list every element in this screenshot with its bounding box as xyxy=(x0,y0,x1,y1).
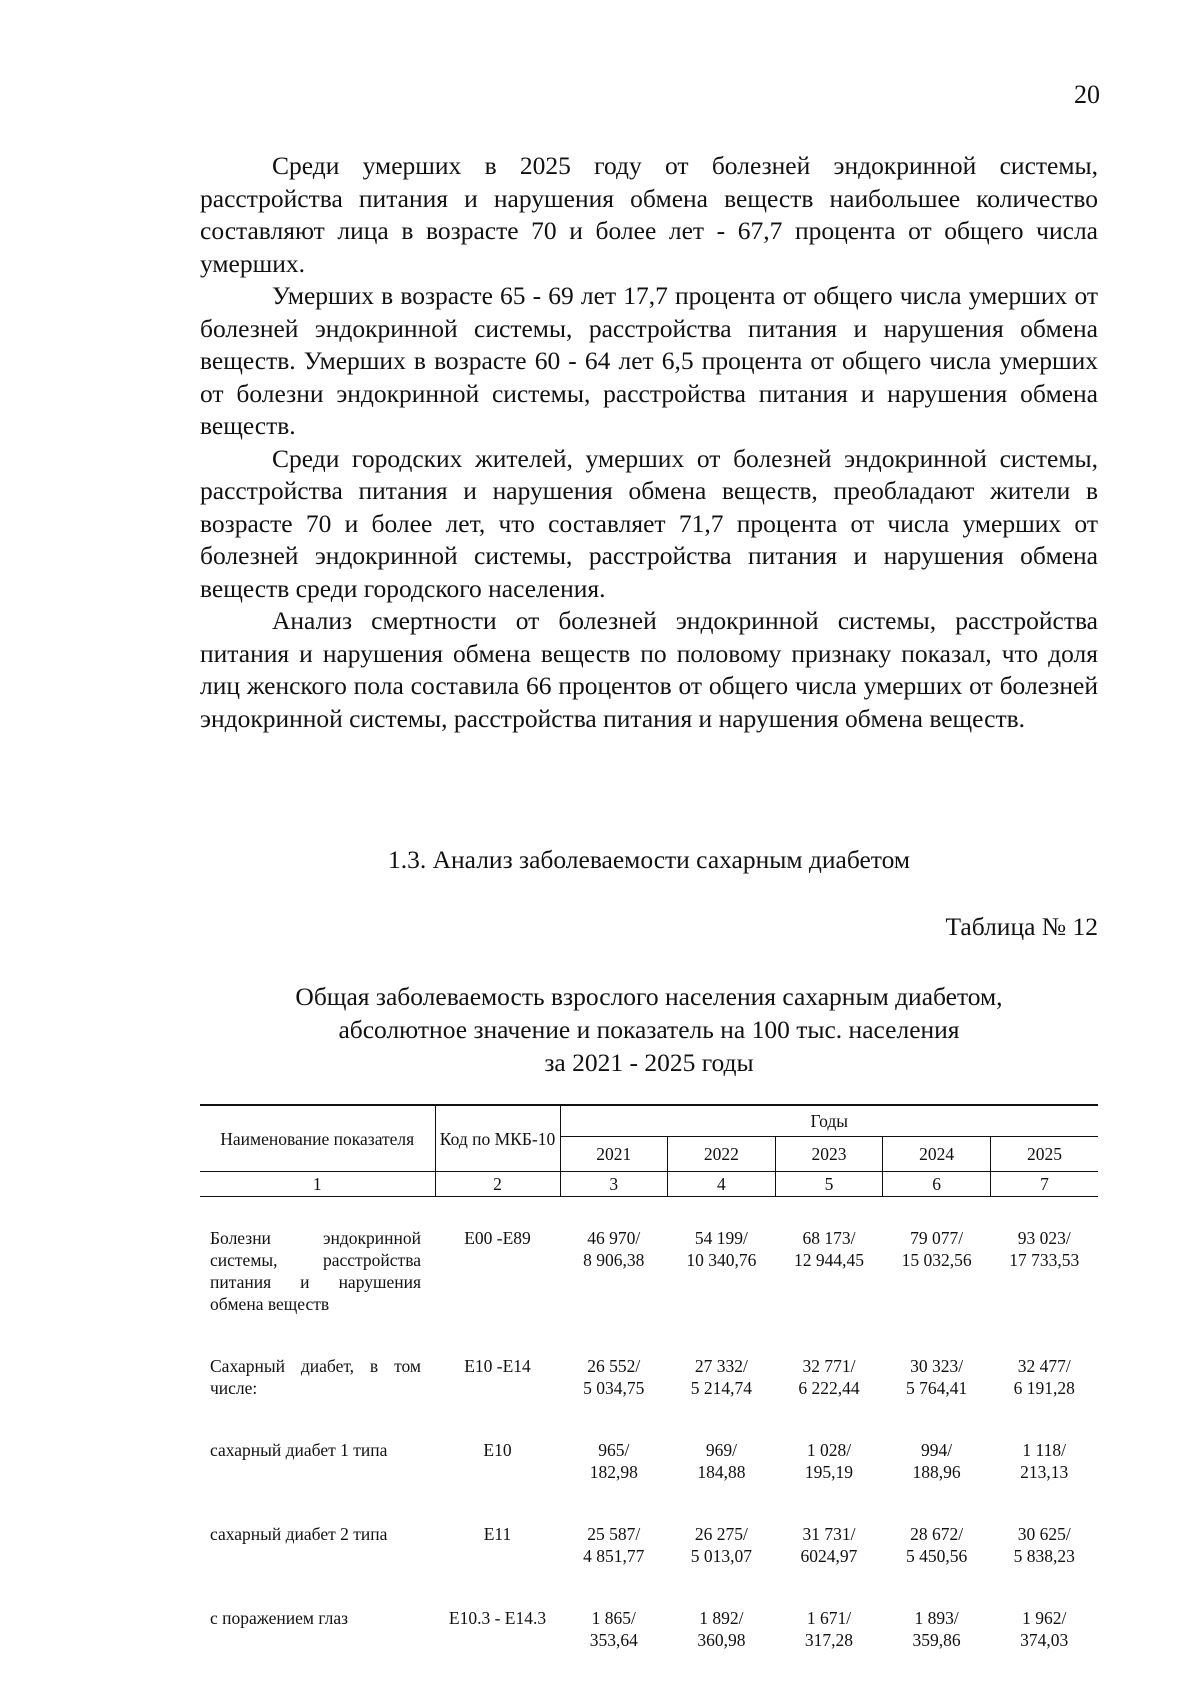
row-code: Е11 xyxy=(483,1524,512,1544)
header-code: Код по МКБ-10 xyxy=(435,1105,560,1172)
value-rate: 5 450,56 xyxy=(905,1546,968,1566)
value-cell xyxy=(560,1607,668,1691)
table-row xyxy=(200,1439,1098,1523)
value-rate: 15 032,56 xyxy=(901,1250,972,1270)
value-rate: 17 733,53 xyxy=(1009,1250,1080,1270)
table-row xyxy=(200,1523,1098,1607)
paragraph: Среди умерших в 2025 году от болезней эндокринной системы, расстройства питания и нарушения обмена веществ наибольшее количество составляют лица в возрасте 70 и более лет - 67,7 процента от общего числа умерших. xyxy=(200,151,1098,278)
value-absolute: 93 023/ xyxy=(1017,1228,1071,1248)
row-code: Е10 -Е14 xyxy=(464,1356,531,1376)
value-absolute: 68 173/ xyxy=(802,1228,856,1248)
header-years: Годы xyxy=(560,1105,1098,1137)
value-rate: 5 034,75 xyxy=(583,1378,645,1398)
value-absolute: 32 477/ xyxy=(1017,1356,1071,1376)
value-rate: 317,28 xyxy=(804,1630,854,1650)
row-code: Е10 xyxy=(483,1440,512,1460)
paragraph: Среди городских жителей, умерших от болезней эндокринной системы, расстройства питания и нарушения обмена веществ, преобладают жители в возрасте 70 и более лет, что составляет 71,7 процента от числа умерших от болезней эндокринной системы, расстройства питания и нарушения обмена веществ среди городского населения. xyxy=(200,443,1098,603)
value-cell xyxy=(560,1355,668,1439)
value-absolute: 25 587/ xyxy=(587,1524,641,1544)
value-absolute: 46 970/ xyxy=(587,1228,641,1248)
value-rate: 12 944,45 xyxy=(793,1250,864,1270)
value-cell xyxy=(883,1607,991,1691)
value-cell xyxy=(775,1607,883,1691)
value-rate: 359,86 xyxy=(912,1630,961,1650)
value-rate: 5 764,41 xyxy=(905,1378,968,1398)
header-year: 2024 xyxy=(883,1137,991,1172)
value-rate: 8 906,38 xyxy=(583,1250,645,1270)
value-cell xyxy=(668,1523,776,1607)
value-rate: 188,96 xyxy=(912,1462,961,1482)
body-text xyxy=(200,150,1098,735)
value-rate: 6 191,28 xyxy=(1013,1378,1075,1398)
header-year: 2025 xyxy=(1026,1144,1062,1164)
value-absolute: 31 731/ xyxy=(802,1524,856,1544)
value-absolute: 1 962/ xyxy=(1022,1608,1067,1628)
value-absolute: 27 332/ xyxy=(694,1356,748,1376)
table-caption-line: абсолютное значение и показатель на 100 тыс. населения xyxy=(338,1015,960,1044)
table-caption-line: Общая заболеваемость взрослого населения сахарным диабетом, xyxy=(295,982,1003,1011)
page-number: 20 xyxy=(1074,80,1100,109)
header-name: Наименование показателя xyxy=(200,1105,435,1172)
value-absolute: 969/ xyxy=(705,1440,737,1460)
column-number: 5 xyxy=(775,1172,883,1197)
value-cell xyxy=(668,1197,776,1356)
value-cell xyxy=(883,1439,991,1523)
column-number: 3 xyxy=(560,1172,668,1197)
morbidity-table xyxy=(200,1104,1098,1691)
value-rate: 5 214,74 xyxy=(690,1378,753,1398)
table-caption-line: за 2021 - 2025 годы xyxy=(544,1048,754,1077)
column-number: 7 xyxy=(990,1172,1098,1197)
value-absolute: 32 771/ xyxy=(802,1356,856,1376)
value-cell xyxy=(883,1197,991,1356)
value-cell xyxy=(668,1355,776,1439)
value-absolute: 30 323/ xyxy=(910,1356,964,1376)
value-rate: 10 340,76 xyxy=(686,1250,757,1270)
value-rate: 353,64 xyxy=(589,1630,638,1650)
paragraph: Анализ смертности от болезней эндокринной системы, расстройства питания и нарушения обмена веществ по половому признаку показал, что доля лиц женского пола составила 66 процентов от общего числа умерших от болезней эндокринной системы, расстройства питания и нарушения обмена веществ. xyxy=(200,606,1098,733)
value-cell xyxy=(560,1197,668,1356)
table-caption xyxy=(200,980,1098,1079)
value-absolute: 26 275/ xyxy=(694,1524,748,1544)
value-cell xyxy=(775,1439,883,1523)
value-rate: 5 838,23 xyxy=(1013,1546,1075,1566)
table-row xyxy=(200,1355,1098,1439)
value-rate: 6024,97 xyxy=(800,1546,858,1566)
value-cell xyxy=(990,1607,1098,1691)
row-name: с поражением глаз xyxy=(210,1608,349,1628)
value-absolute: 1 118/ xyxy=(1022,1440,1066,1460)
value-rate: 195,19 xyxy=(804,1462,854,1482)
row-code: Е10.3 - Е14.3 xyxy=(448,1608,547,1628)
value-rate: 360,98 xyxy=(697,1630,746,1650)
value-cell xyxy=(990,1523,1098,1607)
value-rate: 4 851,77 xyxy=(583,1546,645,1566)
value-rate: 213,13 xyxy=(1020,1462,1069,1482)
value-cell xyxy=(775,1523,883,1607)
column-number-row xyxy=(200,1172,1098,1197)
section-heading: 1.3. Анализ заболеваемости сахарным диабетом xyxy=(387,845,911,874)
value-cell xyxy=(883,1523,991,1607)
row-name: сахарный диабет 1 типа xyxy=(210,1440,388,1460)
paragraph: Умерших в возрасте 65 - 69 лет 17,7 процента от общего числа умерших от болезней эндокринной системы, расстройства питания и нарушения обмена веществ. Умерших в возрасте 60 - 64 лет 6,5 процента от общего числа умерших от болезни эндокринной системы, расстройства питания и нарушения обмена веществ. xyxy=(200,281,1098,440)
header-year: 2021 xyxy=(560,1137,668,1172)
column-number: 6 xyxy=(883,1172,991,1197)
row-name: сахарный диабет 2 типа xyxy=(210,1524,388,1544)
value-absolute: 1 865/ xyxy=(591,1608,636,1628)
value-absolute: 1 671/ xyxy=(806,1608,852,1628)
value-cell xyxy=(668,1439,776,1523)
value-cell xyxy=(990,1355,1098,1439)
value-rate: 6 222,44 xyxy=(798,1378,860,1398)
value-absolute: 79 077/ xyxy=(910,1228,964,1248)
value-cell xyxy=(560,1523,668,1607)
row-code: Е00 -Е89 xyxy=(464,1228,531,1248)
row-name: Сахарный диабет, в том числе: xyxy=(210,1356,421,1398)
value-cell xyxy=(775,1355,883,1439)
table-row xyxy=(200,1197,1098,1356)
value-cell xyxy=(990,1197,1098,1356)
table-row xyxy=(200,1607,1098,1691)
value-absolute: 994/ xyxy=(921,1440,953,1460)
value-cell xyxy=(883,1355,991,1439)
header-year: 2022 xyxy=(668,1137,776,1172)
value-cell xyxy=(775,1197,883,1356)
value-cell xyxy=(668,1607,776,1691)
row-name: Болезни эндокринной системы, расстройства питания и нарушения обмена веществ xyxy=(210,1228,421,1314)
value-cell xyxy=(560,1439,668,1523)
column-number: 4 xyxy=(668,1172,776,1197)
table-number: Таблица № 12 xyxy=(945,912,1098,941)
value-rate: 5 013,07 xyxy=(690,1546,753,1566)
value-absolute: 54 199/ xyxy=(694,1228,748,1248)
column-number: 1 xyxy=(200,1172,435,1197)
column-number: 2 xyxy=(435,1172,560,1197)
value-rate: 184,88 xyxy=(697,1462,746,1482)
value-absolute: 28 672/ xyxy=(910,1524,964,1544)
value-absolute: 26 552/ xyxy=(587,1356,641,1376)
value-absolute: 1 893/ xyxy=(914,1608,959,1628)
value-absolute: 1 028/ xyxy=(806,1440,852,1460)
value-absolute: 1 892/ xyxy=(699,1608,744,1628)
value-cell xyxy=(990,1439,1098,1523)
value-rate: 374,03 xyxy=(1020,1630,1069,1650)
header-year: 2023 xyxy=(775,1137,883,1172)
value-absolute: 30 625/ xyxy=(1017,1524,1071,1544)
value-rate: 182,98 xyxy=(589,1462,638,1482)
value-absolute: 965/ xyxy=(598,1440,630,1460)
